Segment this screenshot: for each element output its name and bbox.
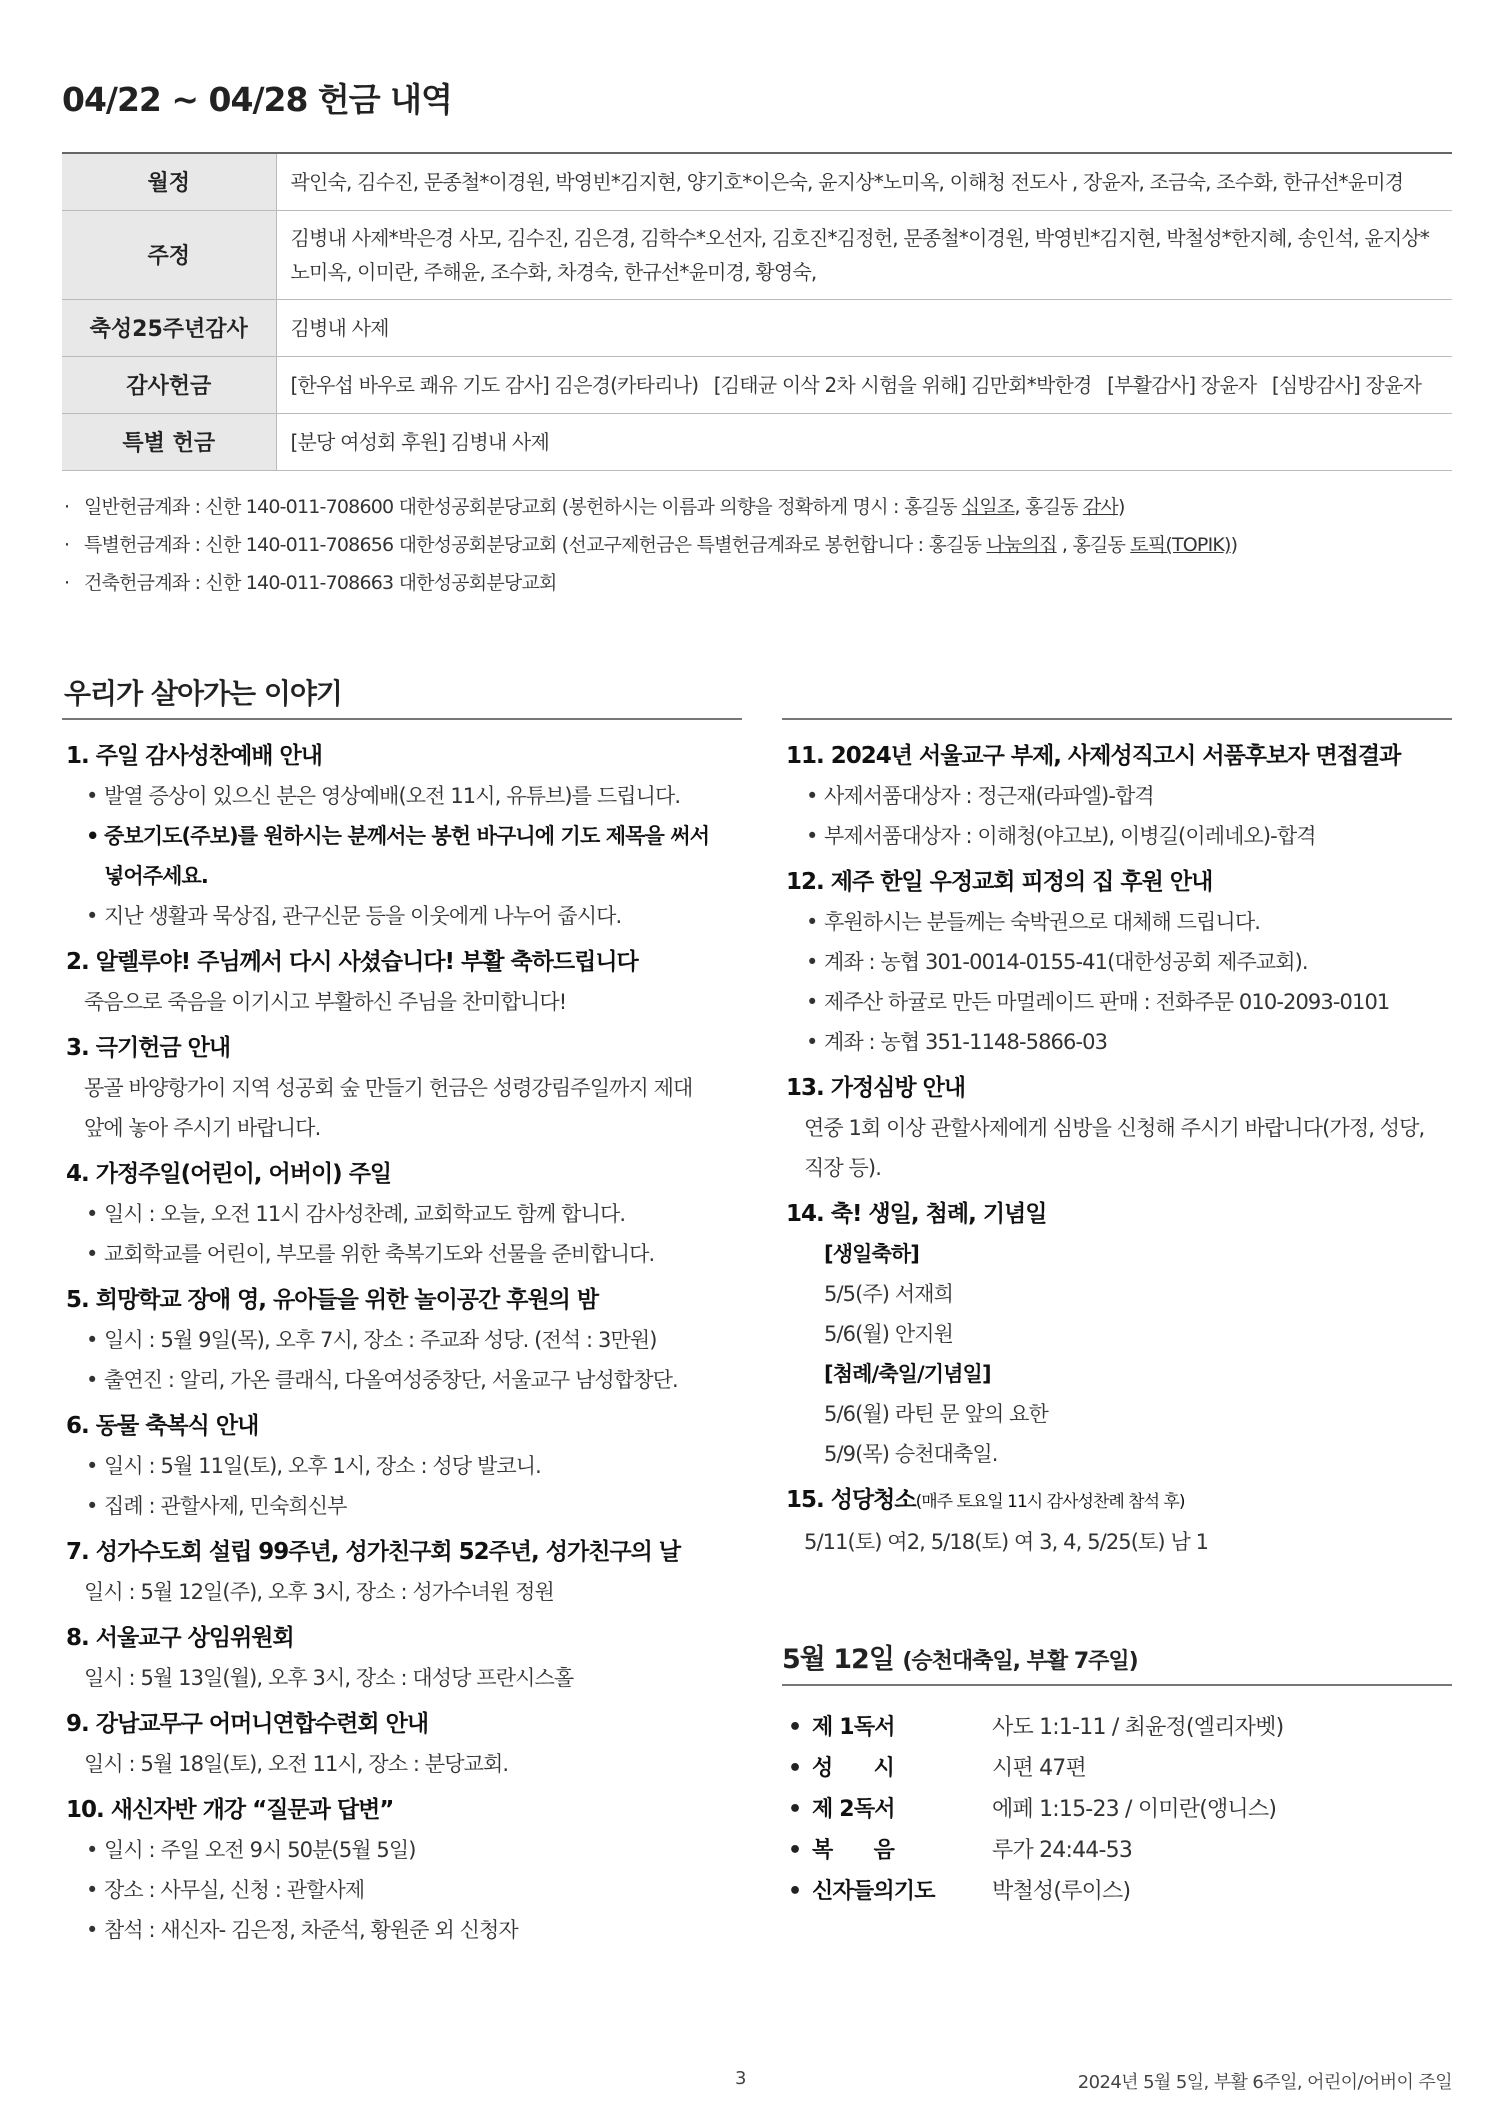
news-text: 죽음으로 죽음을 이기시고 부활하신 주님을 찬미합니다! [84, 990, 567, 1014]
reading-value: 에페 1:15-23 / 이미란(앵니스) [992, 1797, 1277, 1822]
news-item-title: 11. 2024년 서울교구 부제, 사제성직고시 서품후보자 면접결과 [786, 743, 1401, 769]
reading-row [782, 1748, 1452, 1789]
news-bullet: • 교회학교를 어린이, 부모를 위한 축복기도와 선물을 준비합니다. [66, 1234, 756, 1274]
news-item-title: 6. 동물 축복식 안내 [66, 1413, 259, 1439]
news-item-title: 14. 축! 생일, 첨례, 기념일 [786, 1201, 1047, 1227]
bullet-icon: • [788, 1715, 802, 1740]
reading-label: 제 2독서 [812, 1797, 895, 1822]
news-bullet: • 중보기도(주보)를 원하시는 분께서는 봉헌 바구니에 기도 제목을 써서 [66, 816, 756, 856]
page-number: 3 [735, 2068, 747, 2089]
birthday-heading: [생일축하] [824, 1242, 919, 1266]
offering-names: 김병내 사제 [276, 299, 1452, 356]
news-item-title: 13. 가정심방 안내 [786, 1075, 966, 1101]
news-item-title: 10. 새신자반 개강 “질문과 답변” [66, 1797, 394, 1823]
offering-names [276, 356, 1452, 413]
news-text: 일시 : 5월 13일(월), 오후 3시, 장소 : 대성당 프란시스홀 [84, 1666, 574, 1690]
offering-category: 월정 [62, 153, 276, 210]
news-bullet: • 후원하시는 분들께는 숙박권으로 대체해 드립니다. [786, 902, 1456, 942]
news-text: 5/5(주) 서재희 [824, 1282, 954, 1306]
note-text: , 홍길동 [1014, 496, 1083, 518]
news-left-rule [62, 718, 742, 720]
news-item-title: 8. 서울교구 상임위원회 [66, 1625, 294, 1651]
thanks-tag: [한우섭 바우로 쾌유 기도 감사] [290, 372, 549, 397]
thanks-tag: [부활감사] [1107, 372, 1196, 397]
reading-row [782, 1789, 1452, 1830]
news-section-title: 우리가 살아가는 이야기 [64, 677, 342, 710]
reading-value: 박철성(루이스) [992, 1879, 1131, 1904]
news-bullet: • 부제서품대상자 : 이해청(야고보), 이병길(이레네오)-합격 [786, 816, 1456, 856]
news-bullet: • 일시 : 5월 11일(토), 오후 1시, 장소 : 성당 발코니. [66, 1446, 756, 1486]
readings-rule [782, 1684, 1452, 1686]
news-bullet: • 일시 : 오늘, 오전 11시 감사성찬례, 교회학교도 함께 합니다. [66, 1194, 756, 1234]
news-bullet-cont: 넣어주세요. [104, 864, 209, 888]
news-bullet: • 집례 : 관할사제, 민숙희신부 [66, 1486, 756, 1526]
news-bullet: • 장소 : 사무실, 신청 : 관할사제 [66, 1870, 756, 1910]
news-right-rule [782, 718, 1452, 720]
news-item-title: 2. 알렐루야! 주님께서 다시 사셨습니다! 부활 축하드립니다 [66, 949, 638, 975]
reading-label: 복 음 [812, 1838, 895, 1863]
news-item-title: 9. 강남교무구 어머니연합수련회 안내 [66, 1711, 429, 1737]
news-text: 일시 : 5월 18일(토), 오전 11시, 장소 : 분당교회. [84, 1752, 509, 1776]
news-bullet: • 일시 : 5월 9일(목), 오후 7시, 장소 : 주교좌 성당. (전석 : 3만원) [66, 1320, 756, 1360]
news-text: 5/11(토) 여2, 5/18(토) 여 3, 4, 5/25(토) 남 1 [804, 1530, 1209, 1554]
thanks-tag: [심방감사] [1271, 372, 1360, 397]
news-item-title [786, 1480, 1456, 1522]
news-item-title: 3. 극기헌금 안내 [66, 1035, 231, 1061]
offering-row-monthly [62, 153, 1452, 210]
general-account-note [62, 488, 1452, 526]
thanks-names: 장윤자 [1200, 372, 1257, 397]
reading-value: 루가 24:44-53 [992, 1838, 1133, 1863]
news-item-title: 1. 주일 감사성찬예배 안내 [66, 743, 322, 769]
footer-date: 2024년 5월 5일, 부활 6주일, 어린이/어버이 주일 [1077, 2072, 1452, 2093]
news-text: 앞에 놓아 주시기 바랍니다. [84, 1116, 321, 1140]
note-text: ) [1230, 534, 1238, 556]
thanks-names: 장윤자 [1365, 372, 1422, 397]
offering-category: 주정 [62, 210, 276, 299]
offering-category: 축성25주년감사 [62, 299, 276, 356]
bullet-icon: • [788, 1756, 802, 1781]
reading-value: 시편 47편 [992, 1756, 1086, 1781]
news-text: 5/6(월) 라틴 문 앞의 요한 [824, 1402, 1048, 1426]
offering-names: [분당 여성회 후원] 김병내 사제 [276, 413, 1452, 470]
offering-row-anniversary [62, 299, 1452, 356]
offering-row-weekly [62, 210, 1452, 299]
thanks-names: 김은경(카타리나) [554, 372, 699, 397]
news-item-title: 4. 가정주일(어린이, 어버이) 주일 [66, 1161, 392, 1187]
account-notes [62, 488, 1452, 602]
reading-row [782, 1871, 1452, 1912]
news-item-title: 5. 희망학교 장애 영, 유아들을 위한 놀이공간 후원의 밤 [66, 1287, 599, 1313]
note-text: ) [1117, 496, 1125, 518]
news-text: 일시 : 5월 12일(주), 오후 3시, 장소 : 성가수녀원 정원 [84, 1580, 554, 1604]
news-left-column [66, 730, 756, 1950]
reading-value: 사도 1:1-11 / 최윤정(엘리자벳) [992, 1715, 1284, 1740]
note-underlined: 십일조 [961, 496, 1015, 518]
thanks-tag: [김태균 이삭 2차 시험을 위해] [713, 372, 966, 397]
building-account-note: · 건축헌금계좌 : 신한 140-011-708663 대한성공회분당교회 [62, 564, 1452, 602]
news-bullet: • 지난 생활과 묵상집, 관구신문 등을 이웃에게 나누어 줍시다. [66, 896, 756, 936]
news-bullet: • 발열 증상이 있으신 분은 영상예배(오전 11시, 유튜브)를 드립니다. [66, 776, 756, 816]
news-text: 5/6(월) 안지원 [824, 1322, 954, 1346]
news-item-title-note: (매주 토요일 11시 감사성찬례 참석 후) [915, 1492, 1185, 1512]
news-item-title: 12. 제주 한일 우정교회 피정의 집 후원 안내 [786, 869, 1213, 895]
news-bullet: • 계좌 : 농협 301-0014-0155-41(대한성공회 제주교회). [786, 942, 1456, 982]
news-text: 직장 등). [804, 1156, 882, 1180]
offering-category: 감사헌금 [62, 356, 276, 413]
note-underlined: 나눔의집 [986, 534, 1057, 556]
note-text: 특별헌금계좌 : 신한 140-011-708656 대한성공회분당교회 (선교구제헌금은 특별헌금계좌로 봉헌합니다 : 홍길동 [84, 534, 987, 556]
readings-occasion: (승천대축일, 부활 7주일) [902, 1649, 1138, 1674]
note-text: 일반헌금계좌 : 신한 140-011-708600 대한성공회분당교회 (봉헌하시는 이름과 의향을 정확하게 명시 : 홍길동 [84, 496, 962, 518]
offering-names: 곽인숙, 김수진, 문종철*이경원, 박영빈*김지현, 양기호*이은숙, 윤지상*노미옥, 이해청 전도사 , 장윤자, 조금숙, 조수화, 한규선*윤미경 [276, 153, 1452, 210]
offering-row-special [62, 413, 1452, 470]
news-bullet: • 참석 : 새신자- 김은정, 차준석, 황원준 외 신청자 [66, 1910, 756, 1950]
readings-title [782, 1637, 1138, 1676]
reading-label: 성 시 [812, 1756, 895, 1781]
bullet-icon: • [788, 1838, 802, 1863]
special-account-note [62, 526, 1452, 564]
news-bullet: • 사제서품대상자 : 정근재(라파엘)-합격 [786, 776, 1456, 816]
news-bullet: • 출연진 : 알리, 가온 클래식, 다올여성중창단, 서울교구 남성합창단. [66, 1360, 756, 1400]
bullet-icon: • [788, 1879, 802, 1904]
news-right-column [786, 730, 1456, 1562]
note-underlined: 토픽(TOPIK) [1130, 534, 1231, 556]
news-item-title: 7. 성가수도회 설립 99주년, 성가친구회 52주년, 성가친구의 날 [66, 1539, 681, 1565]
reading-label: 신자들의기도 [812, 1879, 935, 1904]
reading-label: 제 1독서 [812, 1715, 895, 1740]
news-bullet: • 제주산 하귤로 만든 마멀레이드 판매 : 전화주문 010-2093-0101 [786, 982, 1456, 1022]
thanks-names: 김만회*박한경 [971, 372, 1092, 397]
offering-table [62, 152, 1452, 471]
note-underlined: 감사 [1082, 496, 1118, 518]
bullet-icon: • [788, 1797, 802, 1822]
offering-names: 김병내 사제*박은경 사모, 김수진, 김은경, 김학수*오선자, 김호진*김정헌, 문종철*이경원, 박영빈*김지현, 박철성*한지혜, 송인석, 윤지상*노미옥, 이미란, 주해윤, 조수화, 차경숙, 한규선*윤미경, 황영숙, [276, 210, 1452, 299]
reading-row [782, 1707, 1452, 1748]
note-text: , 홍길동 [1056, 534, 1131, 556]
readings-date: 5월 12일 [782, 1644, 894, 1675]
reading-row [782, 1830, 1452, 1871]
readings-list [782, 1707, 1452, 1912]
news-text: 몽골 바양항가이 지역 성공회 숲 만들기 헌금은 성령강림주일까지 제대 [84, 1076, 693, 1100]
feast-heading: [첨례/축일/기념일] [824, 1362, 991, 1386]
news-text: 연중 1회 이상 관할사제에게 심방을 신청해 주시기 바랍니다(가정, 성당, [804, 1116, 1425, 1140]
offering-row-thanks [62, 356, 1452, 413]
page-title: 04/22 ~ 04/28 헌금 내역 [62, 80, 452, 119]
offering-category: 특별 헌금 [62, 413, 276, 470]
news-bullet: • 계좌 : 농협 351-1148-5866-03 [786, 1022, 1456, 1062]
news-text: 5/9(목) 승천대축일. [824, 1442, 998, 1466]
news-bullet: • 일시 : 주일 오전 9시 50분(5월 5일) [66, 1830, 756, 1870]
news-item-title-main: 15. 성당청소 [786, 1487, 916, 1513]
